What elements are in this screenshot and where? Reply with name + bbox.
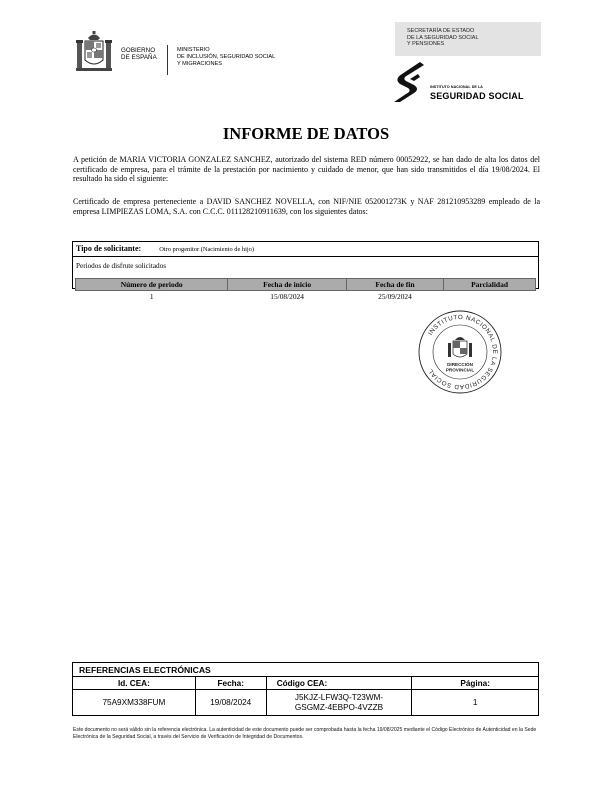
table-row	[76, 291, 536, 302]
ministry-line: DE INCLUSIÓN, SEGURIDAD SOCIAL	[177, 53, 276, 60]
header-divider	[167, 45, 168, 75]
codigo-line: J5KJZ-LFW3Q-T23WM-	[294, 692, 384, 702]
intro-paragraph: A petición de MARIA VICTORIA GONZALEZ SANCHEZ, autorizado del sistema RED número 00052922, se han dado de alta los datos del certificado de empresa, para el trámite de la prestación por nacimiento y cuidado de menor, que han sido transmitidos el día 19/08/2024. El resultado ha sido el siguiente:	[73, 155, 540, 184]
periodos-label: Periodos de disfrute solicitados	[76, 262, 167, 270]
col-header-fecha-fin: Fecha de fin	[346, 279, 443, 291]
official-stamp	[418, 310, 502, 394]
electronic-references-table	[72, 662, 539, 716]
cell-fecha-fin: 25/09/2024	[378, 291, 412, 301]
box-divider	[73, 256, 538, 257]
certificate-paragraph: Certificado de empresa perteneciente a DAVID SANCHEZ NOVELLA, con NIF/NIE 052001273K y NAF 281210953289 empleado de la empresa LIMPIEZAS LOMA, S.A. con C.C.C. 011128210911639, con los siguientes datos:	[73, 197, 540, 216]
references-title: REFERENCIAS ELECTRÓNICAS	[73, 663, 539, 677]
ministry-line: MINISTERIO	[177, 47, 210, 53]
institute-small-text: INSTITUTO NACIONAL DE LA	[430, 85, 483, 89]
solicitante-type-row	[76, 244, 254, 253]
references-value-row	[73, 690, 539, 716]
secretaria-line: Y PENSIONES	[407, 41, 445, 47]
codigo-line: GSGMZ-4EBPO-4VZZB	[294, 702, 384, 712]
ref-codigo-cea	[266, 690, 412, 716]
seguridad-social-logo-icon	[390, 60, 424, 104]
institute-name: SEGURIDAD SOCIAL	[430, 91, 524, 101]
references-header-row	[73, 677, 539, 690]
ref-id-cea: 75A9XM338FUM	[73, 690, 196, 716]
disclaimer-text: Este documento no será válido sin la referencia electrónica. La autenticidad de este documento puede ser comprobada hasta la fecha 19/08/2025 mediante el Código Electrónico de Autenticidad en la Sede Electrónica de la Seguridad Social, a través del Servicio de Verificación de Integridad de Documentos.	[73, 727, 537, 740]
stamp-line2: PROVINCIAL	[445, 367, 475, 373]
cell-parcialidad	[444, 291, 536, 302]
gov-line: GOBIERNO	[121, 47, 156, 54]
page-title: INFORME DE DATOS	[222, 124, 390, 143]
cell-periodo: 1	[149, 291, 154, 301]
periods-table	[75, 278, 536, 301]
ref-header-id: Id. CEA:	[73, 677, 196, 690]
ref-header-codigo: Código CEA:	[266, 677, 412, 690]
stamp-crest-icon	[448, 337, 472, 357]
ref-header-fecha: Fecha:	[195, 677, 266, 690]
cell-fecha-inicio: 15/08/2024	[270, 291, 304, 301]
ref-fecha: 19/08/2024	[195, 690, 266, 716]
secretaria-text	[407, 28, 479, 48]
col-header-periodo: Número de periodo	[76, 279, 228, 291]
col-header-parcialidad: Parcialidad	[444, 279, 536, 291]
ref-header-pagina: Página:	[412, 677, 539, 690]
stamp-ring-text: INSTITUTO NACIONAL DE LA SEGURIDAD SOCIAL	[427, 313, 498, 391]
government-crest-icon	[76, 30, 112, 74]
ministry-line: Y MIGRACIONES	[177, 60, 222, 67]
solicitante-box	[72, 241, 539, 301]
periods-header-row	[76, 279, 536, 291]
secretaria-line: DE LA SEGURIDAD SOCIAL	[407, 34, 479, 41]
gov-line: DE ESPAÑA	[121, 54, 157, 61]
solicitante-type-label: Tipo de solicitante:	[76, 244, 142, 253]
col-header-fecha-inicio: Fecha de inicio	[228, 279, 346, 291]
ref-pagina: 1	[412, 690, 539, 716]
government-name	[121, 47, 157, 61]
stamp-line1: DIRECCIÓN	[447, 362, 473, 367]
solicitante-type-value: Otro progenitor (Nacimiento de hijo)	[159, 246, 254, 253]
ministry-name	[177, 47, 275, 67]
secretaria-line: SECRETARÍA DE ESTADO	[407, 28, 475, 34]
